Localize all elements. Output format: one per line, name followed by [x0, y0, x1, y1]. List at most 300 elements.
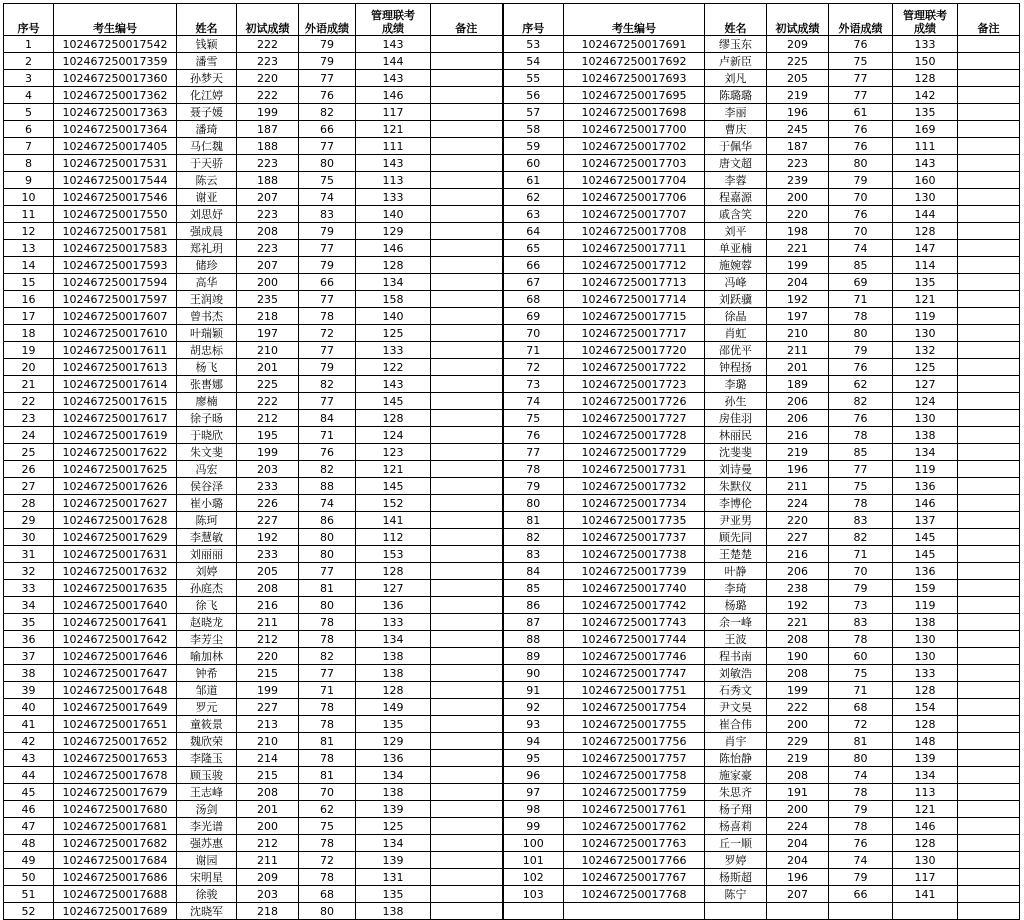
cell-seq: 61: [503, 172, 564, 189]
cell-exam-id: 102467250017706: [564, 189, 705, 206]
cell-remarks: [958, 529, 1020, 546]
cell-exam-id: 102467250017678: [54, 767, 177, 784]
cell-initial-score: 204: [767, 852, 829, 869]
cell-initial-score: 216: [767, 427, 829, 444]
table-row: [4, 138, 1020, 155]
cell-exam-id: 102467250017704: [564, 172, 705, 189]
cell-seq: 12: [4, 223, 54, 240]
cell-name: 徐飞: [177, 597, 237, 614]
cell-management-score: 133: [893, 665, 958, 682]
cell-language-score: 88: [299, 478, 356, 495]
cell-seq: 29: [4, 512, 54, 529]
cell-seq: 1: [4, 36, 54, 53]
cell-seq: [503, 903, 564, 920]
cell-remarks: [431, 291, 503, 308]
cell-initial-score: 223: [767, 155, 829, 172]
cell-language-score: 77: [299, 342, 356, 359]
cell-exam-id: 102467250017647: [54, 665, 177, 682]
cell-management-score: 122: [356, 359, 431, 376]
cell-language-score: 72: [299, 852, 356, 869]
cell-name: 胡忠标: [177, 342, 237, 359]
cell-management-score: 121: [893, 291, 958, 308]
cell-initial-score: 220: [237, 648, 299, 665]
cell-remarks: [958, 818, 1020, 835]
cell-initial-score: 203: [237, 461, 299, 478]
cell-management-score: 138: [356, 665, 431, 682]
cell-remarks: [958, 546, 1020, 563]
cell-remarks: [431, 852, 503, 869]
cell-name: 钱颖: [177, 36, 237, 53]
table-row: [4, 852, 1020, 869]
cell-initial-score: 223: [237, 53, 299, 70]
cell-management-score: 144: [356, 53, 431, 70]
cell-management-score: 119: [893, 308, 958, 325]
cell-seq: 68: [503, 291, 564, 308]
cell-seq: 35: [4, 614, 54, 631]
cell-language-score: 77: [829, 87, 893, 104]
cell-initial-score: 189: [767, 376, 829, 393]
cell-seq: 23: [4, 410, 54, 427]
cell-seq: 11: [4, 206, 54, 223]
cell-language-score: 78: [299, 750, 356, 767]
cell-initial-score: 208: [767, 767, 829, 784]
table-row: [4, 682, 1020, 699]
cell-initial-score: 201: [237, 801, 299, 818]
cell-name: 曾书杰: [177, 308, 237, 325]
cell-name: 缪玉东: [705, 36, 767, 53]
cell-exam-id: 102467250017715: [564, 308, 705, 325]
cell-management-score: 130: [893, 648, 958, 665]
cell-remarks: [958, 784, 1020, 801]
table-row: [4, 597, 1020, 614]
table-row: [4, 87, 1020, 104]
cell-management-score: 128: [356, 682, 431, 699]
cell-remarks: [431, 801, 503, 818]
table-row: [4, 206, 1020, 223]
cell-remarks: [431, 665, 503, 682]
cell-exam-id: 102467250017742: [564, 597, 705, 614]
cell-management-score: 147: [893, 240, 958, 257]
cell-management-score: 125: [356, 818, 431, 835]
cell-name: 喻加林: [177, 648, 237, 665]
cell-name: 叶静: [705, 563, 767, 580]
cell-name: 王润竣: [177, 291, 237, 308]
cell-seq: 87: [503, 614, 564, 631]
cell-exam-id: 102467250017628: [54, 512, 177, 529]
cell-seq: 53: [503, 36, 564, 53]
header-name: 姓名: [177, 4, 237, 36]
cell-management-score: 146: [893, 495, 958, 512]
cell-management-score: 133: [356, 614, 431, 631]
cell-language-score: 76: [829, 121, 893, 138]
cell-exam-id: 102467250017581: [54, 223, 177, 240]
cell-name: 丘一顺: [705, 835, 767, 852]
cell-remarks: [431, 223, 503, 240]
cell-exam-id: 102467250017626: [54, 478, 177, 495]
cell-language-score: 74: [299, 189, 356, 206]
cell-exam-id: 102467250017682: [54, 835, 177, 852]
cell-seq: 77: [503, 444, 564, 461]
cell-remarks: [958, 427, 1020, 444]
cell-language-score: 73: [829, 597, 893, 614]
cell-management-score: 128: [356, 410, 431, 427]
cell-language-score: 79: [829, 580, 893, 597]
cell-initial-score: 239: [767, 172, 829, 189]
cell-initial-score: 211: [237, 614, 299, 631]
cell-management-score: 141: [893, 886, 958, 903]
cell-name: 王志峰: [177, 784, 237, 801]
table-row: [4, 665, 1020, 682]
cell-name: 李博伦: [705, 495, 767, 512]
table-row: [4, 767, 1020, 784]
cell-language-score: 62: [829, 376, 893, 393]
cell-management-score: 130: [893, 631, 958, 648]
cell-initial-score: 206: [767, 563, 829, 580]
cell-language-score: 83: [829, 512, 893, 529]
cell-name: 汤剑: [177, 801, 237, 818]
cell-language-score: 83: [829, 614, 893, 631]
cell-initial-score: 204: [767, 835, 829, 852]
cell-initial-score: 235: [237, 291, 299, 308]
table-row: [4, 308, 1020, 325]
cell-exam-id: 102467250017359: [54, 53, 177, 70]
cell-name: 朱思齐: [705, 784, 767, 801]
cell-name: 石秀文: [705, 682, 767, 699]
cell-language-score: 77: [299, 70, 356, 87]
cell-initial-score: 200: [237, 274, 299, 291]
cell-seq: 74: [503, 393, 564, 410]
cell-remarks: [958, 291, 1020, 308]
cell-initial-score: 223: [237, 206, 299, 223]
cell-remarks: [958, 580, 1020, 597]
cell-remarks: [431, 155, 503, 172]
cell-seq: 10: [4, 189, 54, 206]
cell-language-score: 77: [299, 240, 356, 257]
cell-exam-id: 102467250017743: [564, 614, 705, 631]
cell-language-score: 66: [299, 274, 356, 291]
cell-exam-id: 102467250017622: [54, 444, 177, 461]
header-remarks: 备注: [958, 4, 1020, 36]
cell-remarks: [431, 444, 503, 461]
cell-exam-id: 102467250017695: [564, 87, 705, 104]
cell-name: 单亚楠: [705, 240, 767, 257]
cell-language-score: 82: [829, 529, 893, 546]
cell-exam-id: 102467250017693: [564, 70, 705, 87]
cell-name: 童筱景: [177, 716, 237, 733]
cell-initial-score: 199: [237, 444, 299, 461]
cell-initial-score: 196: [767, 869, 829, 886]
cell-management-score: 138: [893, 427, 958, 444]
cell-remarks: [431, 308, 503, 325]
cell-management-score: 129: [356, 733, 431, 750]
cell-seq: 60: [503, 155, 564, 172]
cell-initial-score: 222: [237, 87, 299, 104]
cell-management-score: 123: [356, 444, 431, 461]
cell-language-score: 81: [829, 733, 893, 750]
cell-exam-id: 102467250017405: [54, 138, 177, 155]
cell-remarks: [958, 631, 1020, 648]
cell-seq: 100: [503, 835, 564, 852]
cell-name: 叶瑞颖: [177, 325, 237, 342]
cell-name: 刘敏浩: [705, 665, 767, 682]
cell-language-score: 78: [299, 869, 356, 886]
table-row: [4, 750, 1020, 767]
cell-remarks: [431, 189, 503, 206]
cell-initial-score: 214: [237, 750, 299, 767]
cell-name: 刘婷: [177, 563, 237, 580]
table-row: [4, 189, 1020, 206]
cell-management-score: 145: [893, 529, 958, 546]
cell-remarks: [431, 206, 503, 223]
cell-name: 钟程扬: [705, 359, 767, 376]
cell-name: 曹庆: [705, 121, 767, 138]
cell-initial-score: 205: [767, 70, 829, 87]
cell-exam-id: 102467250017610: [54, 325, 177, 342]
cell-initial-score: 199: [237, 682, 299, 699]
cell-management-score: 143: [356, 155, 431, 172]
cell-exam-id: 102467250017627: [54, 495, 177, 512]
cell-exam-id: 102467250017613: [54, 359, 177, 376]
cell-name: 赵晓龙: [177, 614, 237, 631]
cell-initial-score: 199: [767, 682, 829, 699]
cell-management-score: 134: [893, 444, 958, 461]
cell-name: 施家豪: [705, 767, 767, 784]
cell-exam-id: 102467250017594: [54, 274, 177, 291]
cell-seq: 39: [4, 682, 54, 699]
cell-exam-id: 102467250017717: [564, 325, 705, 342]
table-row: [4, 240, 1020, 257]
cell-name: 刘思妤: [177, 206, 237, 223]
cell-management-score: 128: [356, 563, 431, 580]
cell-name: 储珍: [177, 257, 237, 274]
table-row: [4, 563, 1020, 580]
cell-management-score: 128: [893, 716, 958, 733]
cell-initial-score: 216: [237, 597, 299, 614]
cell-remarks: [958, 444, 1020, 461]
cell-name: 杨斯超: [705, 869, 767, 886]
cell-management-score: 128: [893, 223, 958, 240]
cell-name: 唐文超: [705, 155, 767, 172]
cell-language-score: 68: [829, 699, 893, 716]
cell-exam-id: 102467250017692: [564, 53, 705, 70]
table-row: [4, 325, 1020, 342]
cell-name: 刘丽丽: [177, 546, 237, 563]
cell-language-score: 80: [299, 546, 356, 563]
cell-management-score: 140: [356, 308, 431, 325]
cell-exam-id: 102467250017641: [54, 614, 177, 631]
cell-remarks: [958, 614, 1020, 631]
header-management-score: 管理联考 成绩: [893, 4, 958, 36]
cell-seq: 63: [503, 206, 564, 223]
cell-initial-score: 191: [767, 784, 829, 801]
cell-management-score: 144: [893, 206, 958, 223]
cell-remarks: [958, 903, 1020, 920]
cell-language-score: 82: [299, 104, 356, 121]
cell-language-score: 79: [299, 36, 356, 53]
cell-seq: 91: [503, 682, 564, 699]
cell-management-score: 117: [893, 869, 958, 886]
cell-seq: 44: [4, 767, 54, 784]
cell-exam-id: 102467250017755: [564, 716, 705, 733]
cell-seq: 34: [4, 597, 54, 614]
cell-language-score: 72: [299, 325, 356, 342]
cell-name: 邵优平: [705, 342, 767, 359]
cell-management-score: 153: [356, 546, 431, 563]
cell-exam-id: 102467250017640: [54, 597, 177, 614]
cell-seq: 38: [4, 665, 54, 682]
cell-initial-score: 207: [767, 886, 829, 903]
cell-exam-id: 102467250017734: [564, 495, 705, 512]
cell-language-score: 82: [299, 376, 356, 393]
cell-remarks: [958, 138, 1020, 155]
cell-exam-id: 102467250017648: [54, 682, 177, 699]
cell-management-score: 138: [356, 784, 431, 801]
cell-exam-id: 102467250017746: [564, 648, 705, 665]
cell-seq: 71: [503, 342, 564, 359]
cell-remarks: [431, 478, 503, 495]
table-row: [4, 155, 1020, 172]
cell-seq: 47: [4, 818, 54, 835]
cell-seq: 4: [4, 87, 54, 104]
cell-remarks: [958, 750, 1020, 767]
cell-name: 徐子旸: [177, 410, 237, 427]
cell-name: 顾玉骏: [177, 767, 237, 784]
cell-seq: 83: [503, 546, 564, 563]
cell-language-score: 66: [299, 121, 356, 138]
cell-exam-id: 102467250017751: [564, 682, 705, 699]
cell-language-score: 77: [299, 393, 356, 410]
score-sheet-table: [3, 3, 1020, 920]
cell-remarks: [431, 580, 503, 597]
cell-seq: 33: [4, 580, 54, 597]
cell-language-score: 70: [829, 223, 893, 240]
cell-remarks: [431, 512, 503, 529]
cell-exam-id: 102467250017646: [54, 648, 177, 665]
table-body: [4, 36, 1020, 920]
cell-name: 程嘉源: [705, 189, 767, 206]
cell-seq: 18: [4, 325, 54, 342]
cell-seq: 85: [503, 580, 564, 597]
cell-language-score: 78: [829, 818, 893, 835]
cell-initial-score: 227: [237, 699, 299, 716]
cell-exam-id: 102467250017720: [564, 342, 705, 359]
cell-name: 陈怡静: [705, 750, 767, 767]
cell-seq: 24: [4, 427, 54, 444]
cell-language-score: [829, 903, 893, 920]
cell-remarks: [431, 274, 503, 291]
cell-remarks: [431, 376, 503, 393]
cell-initial-score: 213: [237, 716, 299, 733]
cell-seq: 96: [503, 767, 564, 784]
cell-initial-score: 190: [767, 648, 829, 665]
cell-initial-score: 207: [237, 257, 299, 274]
cell-remarks: [958, 155, 1020, 172]
cell-seq: 90: [503, 665, 564, 682]
cell-name: 刘凡: [705, 70, 767, 87]
cell-seq: 2: [4, 53, 54, 70]
table-row: [4, 410, 1020, 427]
cell-name: [705, 903, 767, 920]
cell-exam-id: 102467250017593: [54, 257, 177, 274]
table-row: [4, 70, 1020, 87]
cell-language-score: 76: [829, 36, 893, 53]
cell-exam-id: 102467250017614: [54, 376, 177, 393]
cell-initial-score: [767, 903, 829, 920]
cell-initial-score: 238: [767, 580, 829, 597]
cell-management-score: 135: [893, 104, 958, 121]
cell-seq: 88: [503, 631, 564, 648]
cell-management-score: 121: [893, 801, 958, 818]
cell-language-score: 76: [829, 206, 893, 223]
cell-name: 化江婷: [177, 87, 237, 104]
cell-language-score: 80: [299, 155, 356, 172]
header-seq: 序号: [4, 4, 54, 36]
cell-management-score: 143: [356, 36, 431, 53]
cell-remarks: [431, 410, 503, 427]
cell-remarks: [958, 835, 1020, 852]
cell-management-score: 145: [893, 546, 958, 563]
cell-remarks: [431, 529, 503, 546]
cell-language-score: 71: [299, 682, 356, 699]
cell-name: 高华: [177, 274, 237, 291]
cell-initial-score: 225: [237, 376, 299, 393]
cell-seq: 50: [4, 869, 54, 886]
cell-initial-score: 220: [767, 206, 829, 223]
cell-name: 崔小璐: [177, 495, 237, 512]
cell-remarks: [958, 325, 1020, 342]
cell-exam-id: 102467250017651: [54, 716, 177, 733]
cell-name: 宋明星: [177, 869, 237, 886]
cell-language-score: 78: [829, 495, 893, 512]
cell-remarks: [958, 70, 1020, 87]
cell-seq: 58: [503, 121, 564, 138]
cell-initial-score: 199: [237, 104, 299, 121]
cell-exam-id: 102467250017550: [54, 206, 177, 223]
cell-seq: 54: [503, 53, 564, 70]
cell-language-score: 77: [299, 291, 356, 308]
cell-name: 徐骏: [177, 886, 237, 903]
cell-seq: 46: [4, 801, 54, 818]
cell-language-score: 78: [829, 784, 893, 801]
cell-name: 罗婷: [705, 852, 767, 869]
cell-remarks: [431, 104, 503, 121]
cell-management-score: 141: [356, 512, 431, 529]
cell-initial-score: 208: [767, 665, 829, 682]
cell-management-score: 119: [893, 597, 958, 614]
cell-initial-score: 192: [767, 597, 829, 614]
cell-remarks: [958, 716, 1020, 733]
cell-name: 邹道: [177, 682, 237, 699]
cell-exam-id: 102467250017768: [564, 886, 705, 903]
cell-initial-score: 208: [237, 784, 299, 801]
cell-management-score: 130: [893, 410, 958, 427]
cell-language-score: 80: [829, 325, 893, 342]
cell-remarks: [958, 682, 1020, 699]
cell-initial-score: 210: [767, 325, 829, 342]
cell-exam-id: 102467250017649: [54, 699, 177, 716]
cell-seq: 59: [503, 138, 564, 155]
table-row: [4, 427, 1020, 444]
cell-remarks: [958, 223, 1020, 240]
cell-language-score: 81: [299, 733, 356, 750]
cell-language-score: 83: [299, 206, 356, 223]
cell-management-score: 136: [893, 563, 958, 580]
cell-language-score: 80: [299, 903, 356, 920]
cell-language-score: 71: [829, 291, 893, 308]
table-row: [4, 886, 1020, 903]
table-row: [4, 121, 1020, 138]
cell-management-score: 125: [893, 359, 958, 376]
